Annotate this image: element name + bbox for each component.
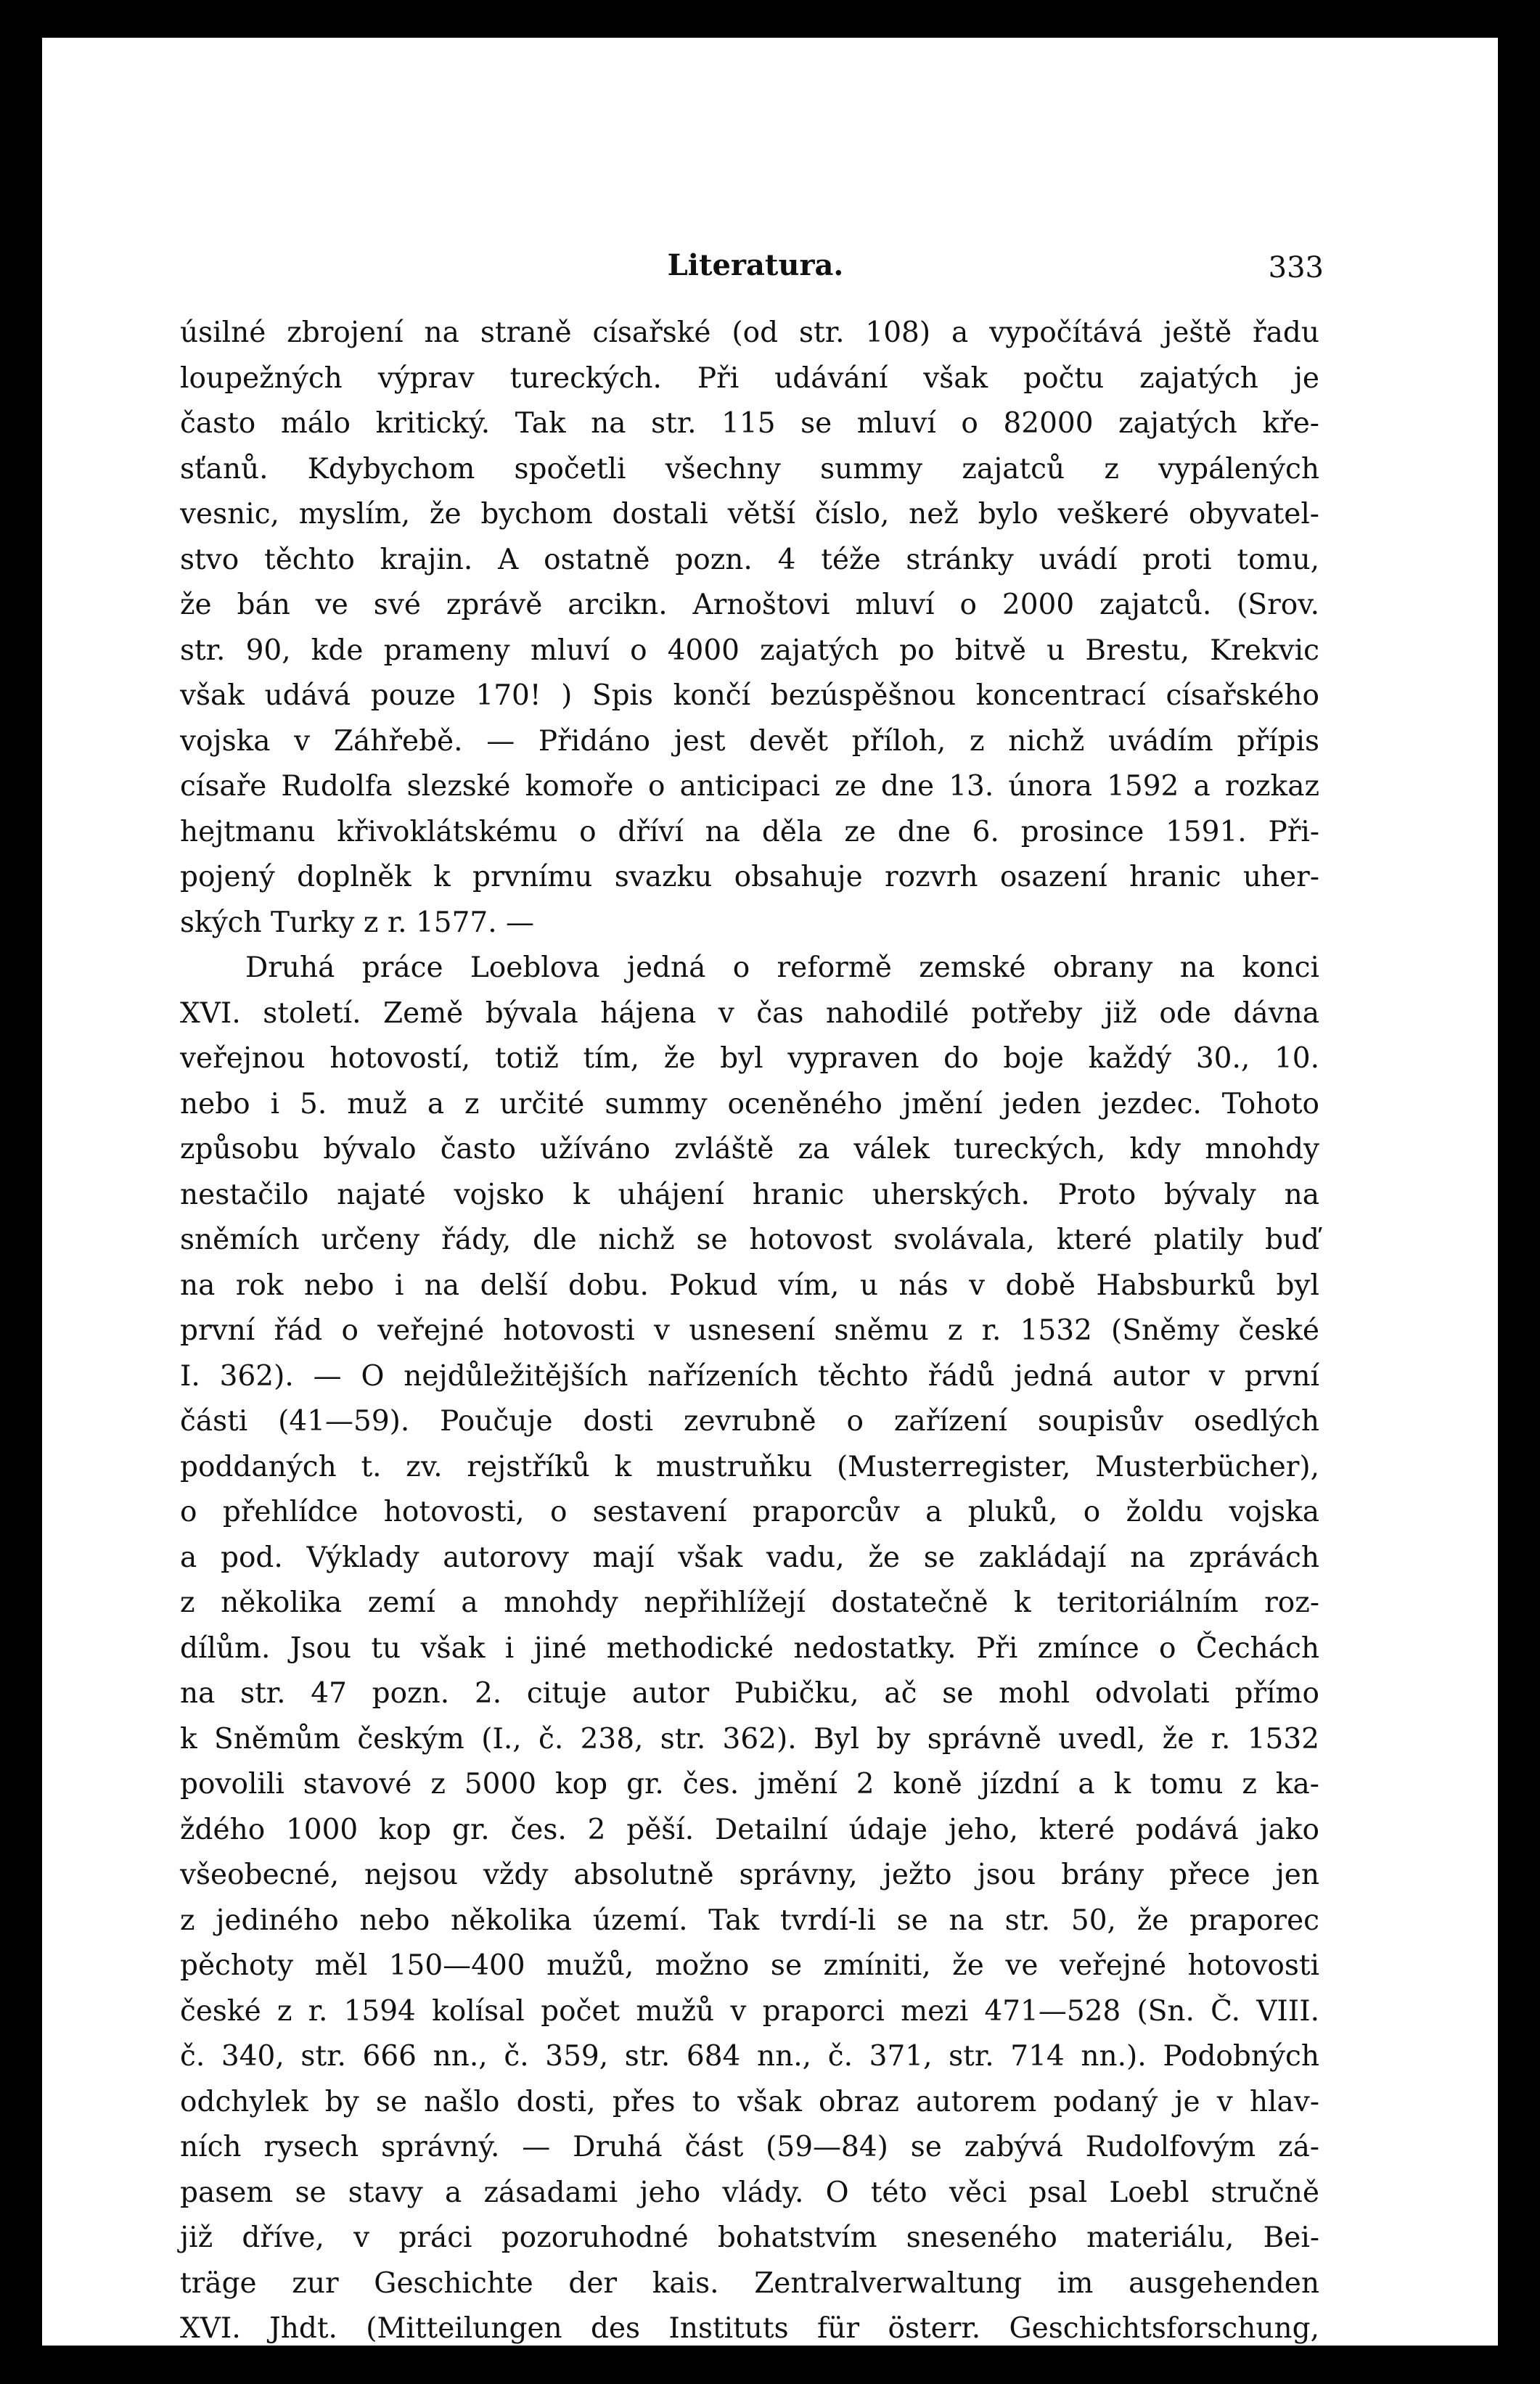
text-line: k Sněmům českým (I., č. 238, str. 362). Byl by správně uvedl, že r. 1532 bbox=[180, 1722, 1319, 1756]
text-line: pěchoty měl 150—400 mužů, možno se zmíniti, že ve veřejné hotovosti bbox=[180, 1949, 1319, 1982]
page-number: 333 bbox=[1268, 251, 1324, 284]
text-line: I. 362). — O nejdůležitějších nařízeních těchto řádů jedná autor v první bbox=[180, 1359, 1319, 1393]
text-line: pasem se stavy a zásadami jeho vlády. O této věci psal Loebl stručně bbox=[180, 2176, 1319, 2209]
text-line: pojený doplněk k prvnímu svazku obsahuje rozvrh osazení hranic uher- bbox=[180, 861, 1319, 893]
text-line: nebo i 5. muž a z určité summy oceněného jmění jeden jezdec. Tohoto bbox=[180, 1087, 1319, 1121]
text-line: a pod. Výklady autorovy mají však vadu, že se zakládají na zprávách bbox=[180, 1541, 1319, 1574]
text-line: z jediného nebo několika území. Tak tvrdí-li se na str. 50, že praporec bbox=[180, 1904, 1319, 1937]
text-line: úsilné zbrojení na straně císařské (od str. 108) a vypočítává ještě řadu bbox=[180, 316, 1319, 349]
text-line: sťanů. Kdybychom spočetli všechny summy zajatců z vypálených bbox=[180, 452, 1319, 486]
text-line: císaře Rudolfa slezské komoře o anticipaci ze dne 13. února 1592 a rozkaz bbox=[180, 770, 1319, 803]
running-title: Literatura. bbox=[667, 248, 844, 282]
page-header bbox=[187, 248, 1324, 306]
text-line: stvo těchto krajin. A ostatně pozn. 4 téže stránky uvádí proti tomu, bbox=[180, 543, 1319, 576]
text-line: na rok nebo i na delší dobu. Pokud vím, u nás v době Habsburků byl bbox=[180, 1269, 1319, 1302]
text-line: české z r. 1594 kolísal počet mužů v praporci mezi 471—528 (Sn. Č. VIII. bbox=[180, 1994, 1319, 2028]
text-line: části (41—59). Poučuje dosti zevrubně o zařízení soupisův osedlých bbox=[180, 1405, 1319, 1438]
text-line: způsobu bývalo často užíváno zvláště za válek tureckých, kdy mnohdy bbox=[180, 1133, 1319, 1166]
text-line: však udává pouze 170! ) Spis končí bezúspěšnou koncentrací císařského bbox=[180, 679, 1319, 712]
text-line: hejtmanu křivoklátskému o dříví na děla ze dne 6. prosince 1591. Při- bbox=[180, 815, 1319, 848]
body-text bbox=[180, 311, 1319, 2352]
text-line: vesnic, myslím, že bychom dostali větší číslo, než bylo veškeré obyvatel- bbox=[180, 498, 1319, 531]
text-line: träge zur Geschichte der kais. Zentralverwaltung im ausgehenden bbox=[180, 2266, 1319, 2300]
text-line: že bán ve své zprávě arcikn. Arnoštovi mluví o 2000 zajatců. (Srov. bbox=[180, 589, 1319, 621]
text-line: XVI. Jhdt. (Mitteilungen des Instituts für österr. Geschichtsforschung, bbox=[180, 2312, 1319, 2345]
text-line: často málo kritický. Tak na str. 115 se mluví o 82000 zajatých kře- bbox=[180, 407, 1319, 440]
text-line: na str. 47 pozn. 2. cituje autor Pubičku, ač se mohl odvolati přímo bbox=[180, 1677, 1319, 1710]
text-line: ních rysech správný. — Druhá část (59—84) se zabývá Rudolfovým zá- bbox=[180, 2131, 1319, 2163]
book-page bbox=[42, 38, 1498, 2346]
text-line: č. 340, str. 666 nn., č. 359, str. 684 nn., č. 371, str. 714 nn.). Podobných bbox=[180, 2040, 1319, 2073]
paragraph-start-line: Druhá práce Loeblova jedná o reformě zemské obrany na konci bbox=[245, 951, 1319, 984]
text-line: o přehlídce hotovosti, o sestavení praporcův a pluků, o žoldu vojska bbox=[180, 1496, 1319, 1528]
text-line: poddaných t. zv. rejstříků k mustruňku (Musterregister, Musterbücher), bbox=[180, 1450, 1319, 1483]
paragraph-end-line: ských Turky z r. 1577. — bbox=[180, 906, 535, 939]
text-line: již dříve, v práci pozoruhodné bohatstvím sneseného materiálu, Bei- bbox=[180, 2221, 1319, 2254]
text-line: z několika zemí a mnohdy nepřihlížejí dostatečně k teritoriálním roz- bbox=[180, 1586, 1319, 1619]
text-line: všeobecné, nejsou vždy absolutně správny, ježto jsou brány přece jen bbox=[180, 1859, 1319, 1891]
text-line: dílům. Jsou tu však i jiné methodické nedostatky. Při zmínce o Čechách bbox=[180, 1631, 1319, 1665]
text-line: veřejnou hotovostí, totiž tím, že byl vypraven do boje každý 30., 10. bbox=[180, 1042, 1319, 1075]
text-line: povolili stavové z 5000 kop gr. čes. jmění 2 koně jízdní a k tomu z ka- bbox=[180, 1768, 1319, 1801]
text-line: první řád o veřejné hotovosti v usnesení sněmu z r. 1532 (Sněmy české bbox=[180, 1314, 1319, 1347]
text-line: vojska v Záhřebě. — Přidáno jest devět příloh, z nichž uvádím přípis bbox=[180, 724, 1319, 758]
text-line: odchylek by se našlo dosti, přes to však obraz autorem podaný je v hlav- bbox=[180, 2085, 1319, 2118]
text-line: str. 90, kde prameny mluví o 4000 zajatých po bitvě u Brestu, Krekvic bbox=[180, 634, 1319, 667]
text-line: loupežných výprav tureckých. Při udávání však počtu zajatých je bbox=[180, 361, 1319, 395]
text-line: sněmích určeny řády, dle nichž se hotovost svolávala, které platily buď bbox=[180, 1224, 1319, 1256]
text-line: nestačilo najaté vojsko k uhájení hranic uherských. Proto bývaly na bbox=[180, 1178, 1319, 1211]
text-line: XVI. století. Země bývala hájena v čas nahodilé potřeby již ode dávna bbox=[180, 996, 1319, 1030]
text-line: ždého 1000 kop gr. čes. 2 pěší. Detailní údaje jeho, které podává jako bbox=[180, 1813, 1319, 1846]
